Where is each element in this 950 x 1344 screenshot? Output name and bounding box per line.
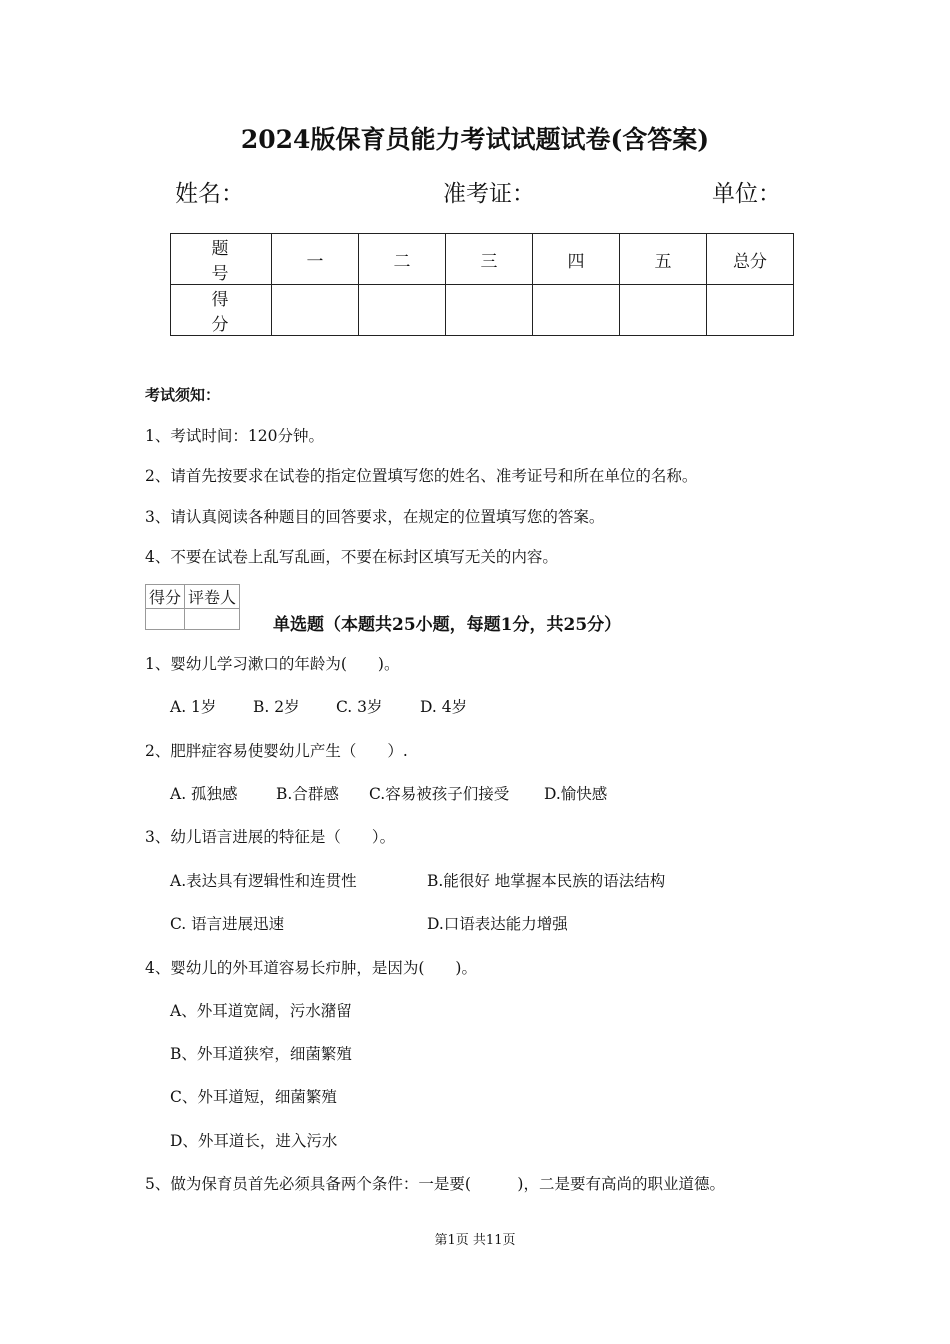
question-text: 5、做为保育员首先必须具备两个条件：一是要( )，二是要有高尚的职业道德。: [145, 1175, 725, 1193]
question-option: B.能很好 地掌握本民族的语法结构: [427, 872, 666, 890]
score-cell: [620, 285, 707, 336]
grader-score-label: 得分: [146, 585, 185, 609]
score-table-header: 四: [533, 234, 620, 285]
score-table-header-label: 题 号: [171, 234, 272, 285]
question-option: B. 2岁: [253, 698, 300, 716]
question-option: C.容易被孩子们接受: [369, 785, 510, 803]
question-option: B、外耳道狭窄，细菌繁殖: [170, 1045, 352, 1063]
score-table-header: 二: [359, 234, 446, 285]
score-cell: [272, 285, 359, 336]
score-table-score-row: [171, 285, 794, 336]
question-option: D. 4岁: [420, 698, 468, 716]
score-cell: [533, 285, 620, 336]
question-option: D.愉快感: [544, 785, 608, 803]
question-option: D、外耳道长，进入污水: [170, 1132, 338, 1150]
grader-score-cell: [146, 609, 185, 630]
exam-id-label: 准考证：: [443, 181, 535, 207]
question-option: C. 3岁: [336, 698, 383, 716]
question-option: A. 1岁: [170, 698, 217, 716]
score-cell: [359, 285, 446, 336]
question-option: A.表达具有逻辑性和连贯性: [170, 872, 357, 890]
grader-reviewer-cell: [185, 609, 240, 630]
question-option: C、外耳道短，细菌繁殖: [170, 1088, 337, 1106]
notice-heading: 考试须知：: [145, 386, 221, 404]
score-cell: [446, 285, 533, 336]
notice-item: 2、请首先按要求在试卷的指定位置填写您的姓名、准考证号和所在单位的名称。: [145, 467, 698, 485]
question-option: B.合群感: [276, 785, 339, 803]
grader-box: [145, 584, 240, 630]
question-text: 3、幼儿语言进展的特征是（ ）。: [145, 828, 396, 846]
question-option: D.口语表达能力增强: [427, 915, 568, 933]
page-title: 2024版保育员能力考试试题试卷(含答案): [240, 125, 710, 154]
score-table-header-row: [171, 234, 794, 285]
question-option: A. 孤独感: [170, 785, 238, 803]
notice-item: 3、请认真阅读各种题目的回答要求，在规定的位置填写您的答案。: [145, 508, 605, 526]
question-text: 1、婴幼儿学习漱口的年龄为( )。: [145, 655, 400, 673]
question-text: 2、肥胖症容易使婴幼儿产生（ ）.: [145, 742, 408, 760]
score-table-header-total: 总分: [707, 234, 794, 285]
score-row-label: 得 分: [171, 285, 272, 336]
score-table-header: 一: [272, 234, 359, 285]
unit-label: 单位：: [712, 181, 781, 207]
notice-item: 1、考试时间：120分钟。: [145, 427, 324, 445]
question-option: A、外耳道宽阔，污水潴留: [170, 1002, 352, 1020]
question-option: C. 语言进展迅速: [170, 915, 285, 933]
section-title: 单选题（本题共25小题，每题1分，共25分）: [273, 615, 622, 635]
score-table: [170, 233, 794, 336]
name-label: 姓名：: [175, 181, 244, 207]
score-table-header: 三: [446, 234, 533, 285]
notice-item: 4、不要在试卷上乱写乱画，不要在标封区填写无关的内容。: [145, 548, 558, 566]
grader-reviewer-label: 评卷人: [185, 585, 240, 609]
score-cell-total: [707, 285, 794, 336]
question-text: 4、婴幼儿的外耳道容易长疖肿，是因为( )。: [145, 959, 477, 977]
score-table-header: 五: [620, 234, 707, 285]
page-footer: 第1页 共11页: [434, 1233, 516, 1248]
